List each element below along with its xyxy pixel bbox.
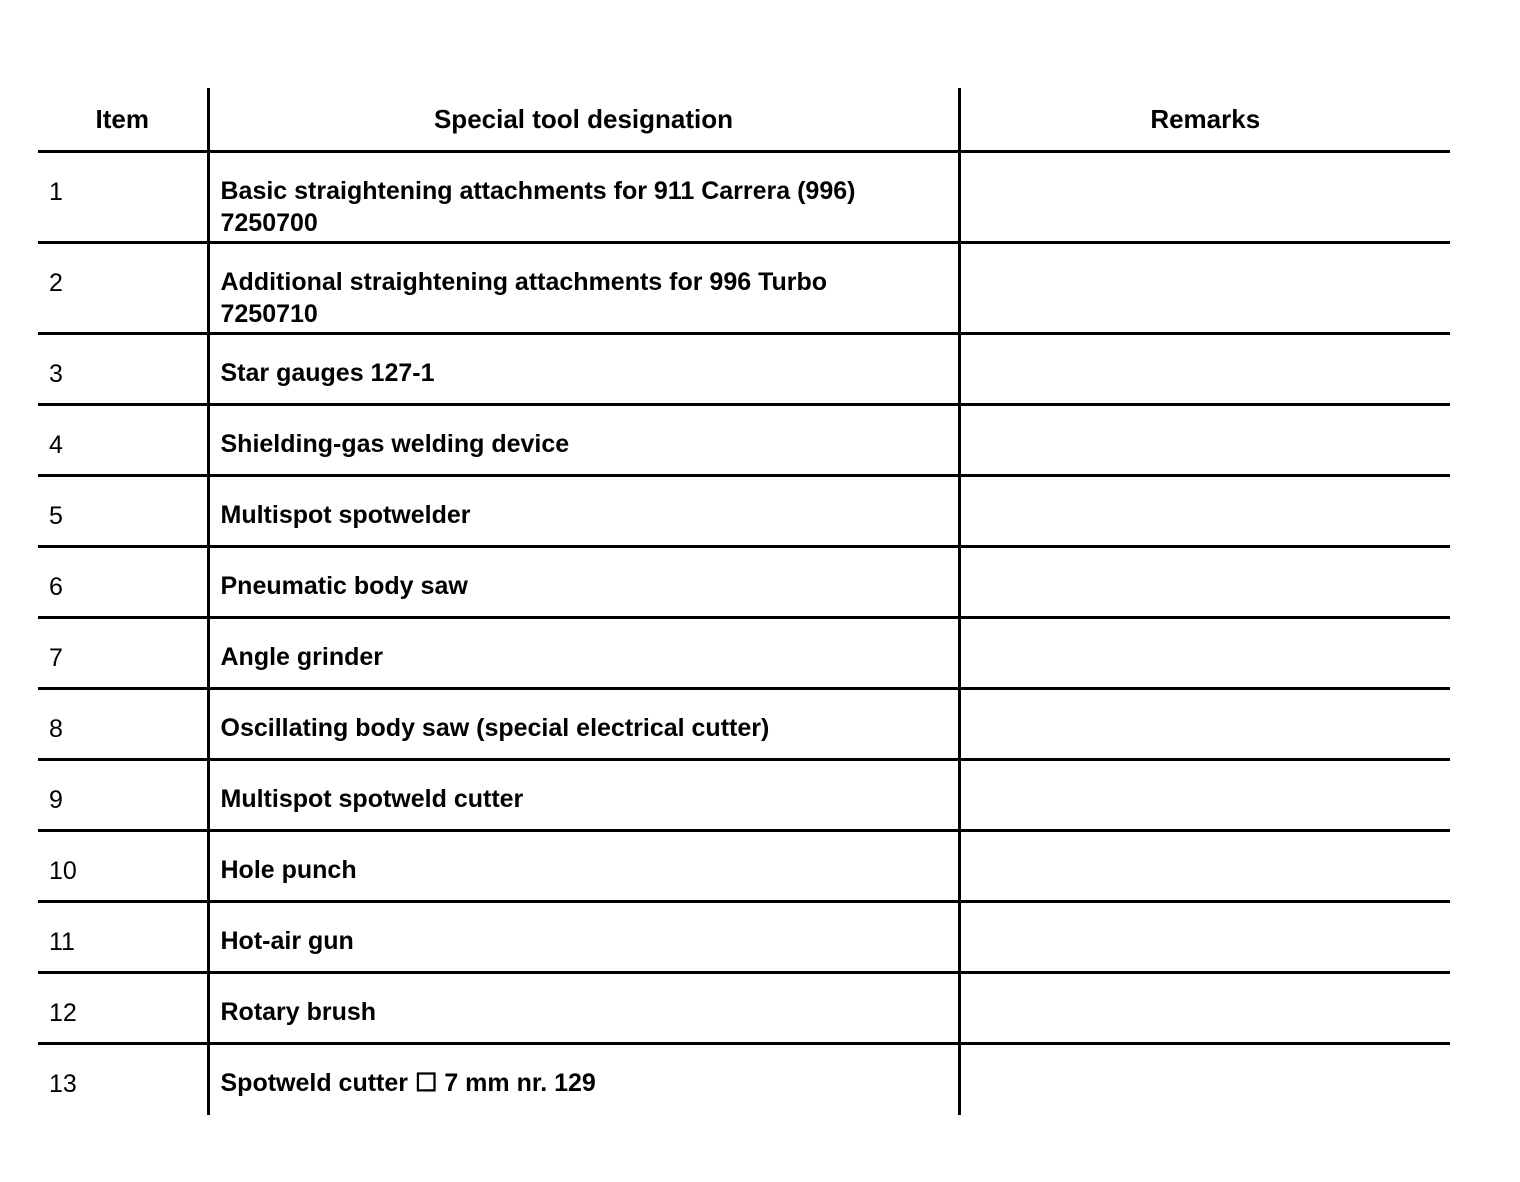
tool-designation: Oscillating body saw (special electrical cutter) [208, 689, 959, 760]
item-number: 9 [38, 760, 208, 831]
table-row [38, 618, 1450, 689]
tool-designation: Rotary brush [208, 973, 959, 1044]
table-row [38, 476, 1450, 547]
remarks-cell [959, 334, 1450, 405]
item-number: 4 [38, 405, 208, 476]
header-remarks: Remarks [959, 88, 1450, 152]
table-row [38, 973, 1450, 1044]
tool-designation: Hole punch [208, 831, 959, 902]
remarks-cell [959, 1044, 1450, 1115]
remarks-cell [959, 973, 1450, 1044]
table-row [38, 689, 1450, 760]
table-row [38, 152, 1450, 243]
item-number: 8 [38, 689, 208, 760]
item-number: 6 [38, 547, 208, 618]
remarks-cell [959, 405, 1450, 476]
item-number: 3 [38, 334, 208, 405]
header-item: Item [38, 88, 208, 152]
tool-designation: Star gauges 127-1 [208, 334, 959, 405]
item-number: 13 [49, 1070, 77, 1098]
tool-designation: Hot-air gun [208, 902, 959, 973]
remarks-cell [959, 618, 1450, 689]
table-row [38, 334, 1450, 405]
tool-designation: Multispot spotwelder [208, 476, 959, 547]
remarks-cell [959, 243, 1450, 334]
remarks-cell [959, 152, 1450, 243]
remarks-cell [959, 902, 1450, 973]
remarks-cell [959, 476, 1450, 547]
tool-designation [208, 152, 959, 243]
header-row [38, 88, 1450, 152]
item-number: 12 [38, 973, 208, 1044]
item-number: 2 [38, 243, 208, 334]
remarks-cell [959, 689, 1450, 760]
tool-designation [208, 243, 959, 334]
table-row [38, 902, 1450, 973]
tool-designation: Spotweld cutter ☐ 7 mm nr. 129 [208, 1044, 959, 1115]
table-body [38, 152, 1450, 1115]
item-number: 11 [38, 902, 208, 973]
tool-designation: Shielding-gas welding device [208, 405, 959, 476]
designation-part-number: 7250710 [220, 300, 318, 328]
table-row [38, 760, 1450, 831]
table-row [38, 1044, 1450, 1115]
designation-text: Basic straightening attachments for 911 Carrera (996) [220, 177, 856, 205]
item-number: 7 [38, 618, 208, 689]
table-row [38, 547, 1450, 618]
tool-designation: Angle grinder [208, 618, 959, 689]
item-number: 10 [38, 831, 208, 902]
table-header [38, 88, 1450, 152]
special-tools-table [38, 88, 1450, 1115]
header-designation: Special tool designation [208, 88, 959, 152]
remarks-cell [959, 547, 1450, 618]
item-number: 5 [38, 476, 208, 547]
remarks-cell [959, 760, 1450, 831]
designation-text: Additional straightening attachments for 996 Turbo [220, 268, 828, 296]
table-row [38, 831, 1450, 902]
designation-part-number: 7250700 [220, 209, 318, 237]
table-row [38, 243, 1450, 334]
tool-designation: Multispot spotweld cutter [208, 760, 959, 831]
remarks-cell [959, 831, 1450, 902]
item-number: 1 [38, 152, 208, 243]
table-row [38, 405, 1450, 476]
tool-designation: Pneumatic body saw [208, 547, 959, 618]
